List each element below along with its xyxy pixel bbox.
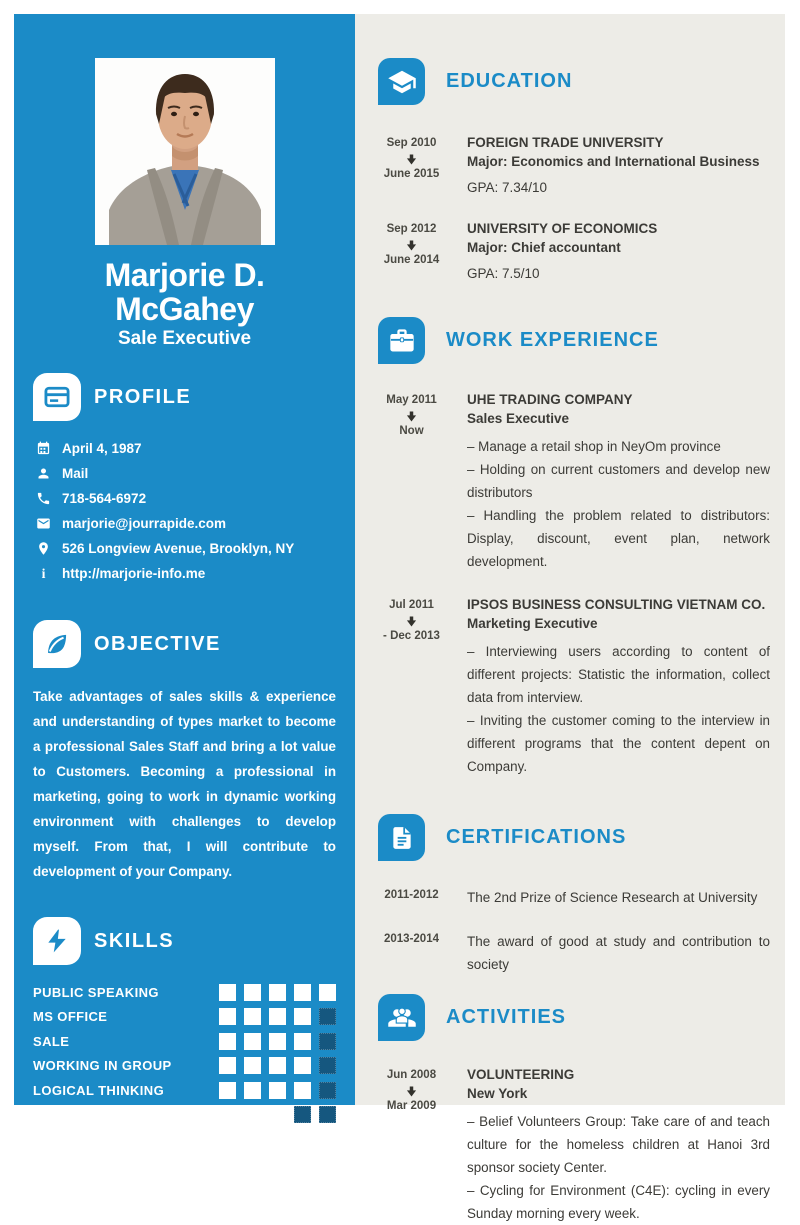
objective-text: Take advantages of sales skills & experience and understanding of types market to become a professional Sales Staff and bring a lot value to Customers. Becoming a professional in marketing, going to work in dynamic working environment with challenges to develop myself. From that, I will contribute to development of your Company. [33,689,336,879]
arrow-down-icon [406,411,417,422]
skills-heading: SKILLS [94,929,175,952]
skill-row [33,1005,336,1030]
gpa-text: GPA: 7.5/10 [467,266,540,281]
date-range [378,390,445,439]
date-to: June 2015 [383,168,440,180]
skill-cell-filled [294,984,311,1001]
skill-cell-filled [219,1008,236,1025]
organization-name: UNIVERSITY OF ECONOMICS [467,221,658,236]
skill-level-indicator [219,1082,336,1099]
date-text: 2011-2012 [384,889,439,901]
profile-item-text: April 4, 1987 [62,441,142,456]
sidebar [14,14,355,1123]
skill-row [33,1054,336,1079]
skill-label: LOGICAL THINKING [33,1082,165,1098]
date-from: Sep 2012 [386,223,437,235]
skill-cell-empty [319,1057,336,1074]
work-entry [378,390,770,573]
arrow-down-icon [406,1086,417,1097]
candidate-name: Marjorie D. McGahey [104,257,265,327]
skill-cell-filled [294,1057,311,1074]
entry-subtitle: Major: Chief accountant [467,240,621,255]
skill-cell-filled [219,1106,236,1123]
date-range [378,1065,445,1114]
detail-line: – Belief Volunteers Group: Take care of and teach culture for the homeless children at Hanoi 3rd sponsor society Center. [467,1114,770,1175]
skills-list [33,980,336,1127]
certification-text: The award of good at study and contribution to society [467,934,770,972]
resume-page [14,14,785,1221]
skill-label: PUBLIC SPEAKING [33,984,159,1000]
skill-cell-empty [294,1106,311,1123]
organization-name: IPSOS BUSINESS CONSULTING VIETNAM CO. [467,597,766,612]
work-section-header [378,317,770,364]
detail-line: – Manage a retail shop in NeyOm province [467,439,721,454]
skill-level-indicator [219,1106,336,1123]
skill-label: SELF-STUDY [33,1107,119,1123]
skill-cell-filled [244,1106,261,1123]
activities-heading: ACTIVITIES [446,1006,567,1028]
skill-cell-filled [244,984,261,1001]
certifications-heading: CERTIFICATIONS [446,826,627,848]
organization-name: UHE TRADING COMPANY [467,392,633,407]
info-icon [35,566,51,582]
skill-cell-filled [294,1008,311,1025]
skill-row [33,1029,336,1054]
date-to: - Dec 2013 [383,630,440,642]
skill-cell-filled [269,1008,286,1025]
phone-icon [35,491,51,507]
profile-photo [95,58,275,245]
detail-line: – Interviewing users according to content of different projects: Statistic the information, collect data from interview. [467,644,770,705]
leaf-icon [33,620,81,668]
skill-cell-filled [269,1057,286,1074]
profile-item-birthdate [35,436,336,461]
skill-cell-filled [294,1082,311,1099]
skill-cell-filled [294,1033,311,1050]
organization-name: FOREIGN TRADE UNIVERSITY [467,135,664,150]
entry-content [467,219,770,281]
entry-subtitle: Sales Executive [467,411,570,426]
skill-label: SALE [33,1033,70,1049]
skill-cell-filled [244,1082,261,1099]
detail-line: – Handling the problem related to distributors: Display, discount, event plan, network development. [467,508,770,569]
date-from: Sep 2010 [386,137,437,149]
skill-cell-filled [269,984,286,1001]
date-from: Jun 2008 [386,1069,437,1081]
graduation-cap-icon [378,58,425,105]
arrow-down-icon [406,154,417,165]
profile-item-text: 718-564-6972 [62,491,147,506]
profile-item-text: Mail [62,466,89,481]
entry-content [467,390,770,573]
detail-line: – Inviting the customer coming to the interview in different programs that the content depent on Company. [467,713,770,774]
entry-subtitle: Major: Economics and International Business [467,154,760,169]
skill-cell-empty [319,1033,336,1050]
document-icon [378,814,425,861]
skill-cell-filled [244,1033,261,1050]
detail-line: – Cycling for Environment (C4E): cycling in every Sunday morning every week. [467,1183,770,1221]
date-range [378,219,445,268]
profile-list [33,436,336,586]
date-text: 2013-2014 [384,933,439,945]
profile-item-address [35,536,336,561]
profile-section-header [33,373,336,421]
skill-cell-filled [319,984,336,1001]
skill-level-indicator [219,1057,336,1074]
skill-cell-filled [219,1033,236,1050]
date-to: Mar 2009 [386,1100,437,1112]
profile-item-text: 526 Longview Avenue, Brooklyn, NY [62,541,295,556]
skill-cell-empty [319,1106,336,1123]
entry-content [467,595,770,778]
entry-subtitle: Marketing Executive [467,616,598,631]
arrow-down-icon [406,240,417,251]
svg-text:i: i [41,565,45,581]
skill-cell-filled [244,1057,261,1074]
objective-section-header [33,620,336,668]
skill-cell-filled [269,1033,286,1050]
detail-line: – Holding on current customers and develop new distributors [467,462,770,500]
certification-text: The 2nd Prize of Science Research at University [467,890,758,905]
date-to: June 2014 [383,254,440,266]
certification-entry [378,885,770,909]
skill-cell-filled [219,984,236,1001]
skills-section-header [33,917,336,965]
activity-entry [378,1065,770,1225]
skill-cell-filled [244,1008,261,1025]
skill-cell-filled [219,1082,236,1099]
skill-cell-filled [219,1057,236,1074]
people-group-icon [378,994,425,1041]
skill-label: WORKING IN GROUP [33,1058,172,1074]
entry-details [467,435,770,573]
date-range [378,595,445,644]
profile-item-website[interactable] [35,561,336,586]
work-entry [378,595,770,778]
entry-details [467,1110,770,1225]
skill-row [33,1078,336,1103]
date-to: Now [399,425,424,437]
education-section-header [378,58,770,105]
objective-heading: OBJECTIVE [94,632,221,655]
person-portrait-illustration [95,58,275,245]
date-from: May 2011 [386,394,437,406]
profile-item-text: http://marjorie-info.me [62,566,206,581]
arrow-down-icon [406,616,417,627]
lightning-bolt-icon [33,917,81,965]
skill-row [33,980,336,1005]
date-range [378,133,445,182]
profile-item-phone [35,486,336,511]
skill-row [33,1103,336,1128]
profile-item-text: marjorie@jourrapide.com [62,516,226,531]
skill-cell-filled [269,1106,286,1123]
calendar-icon [35,441,51,457]
certifications-section-header [378,814,770,861]
education-entry [378,219,770,281]
location-pin-icon [35,541,51,557]
activities-section-header [378,994,770,1041]
work-heading: WORK EXPERIENCE [446,329,659,351]
entry-details [467,640,770,778]
gpa-text: GPA: 7.34/10 [467,180,548,195]
skill-level-indicator [219,1008,336,1025]
date-range [378,885,445,903]
main-column [355,14,785,1221]
skill-level-indicator [219,984,336,1001]
education-entry [378,133,770,195]
skill-cell-empty [319,1082,336,1099]
profile-heading: PROFILE [94,385,192,408]
skill-cell-filled [269,1082,286,1099]
profile-item-email[interactable] [35,511,336,536]
skill-cell-empty [319,1008,336,1025]
candidate-job-title: Sale Executive [117,328,252,349]
education-heading: EDUCATION [446,70,573,92]
id-card-icon [33,373,81,421]
entry-subtitle: New York [467,1086,528,1101]
date-range [378,929,445,947]
skill-label: MS OFFICE [33,1009,108,1025]
date-from: Jul 2011 [389,599,434,611]
skill-level-indicator [219,1033,336,1050]
briefcase-icon [378,317,425,364]
entry-content [467,1065,770,1225]
organization-name: VOLUNTEERING [467,1067,575,1082]
person-icon [35,466,51,482]
profile-item-contact-name [35,461,336,486]
envelope-icon [35,516,51,532]
entry-content [467,133,770,195]
certification-entry [378,929,770,976]
